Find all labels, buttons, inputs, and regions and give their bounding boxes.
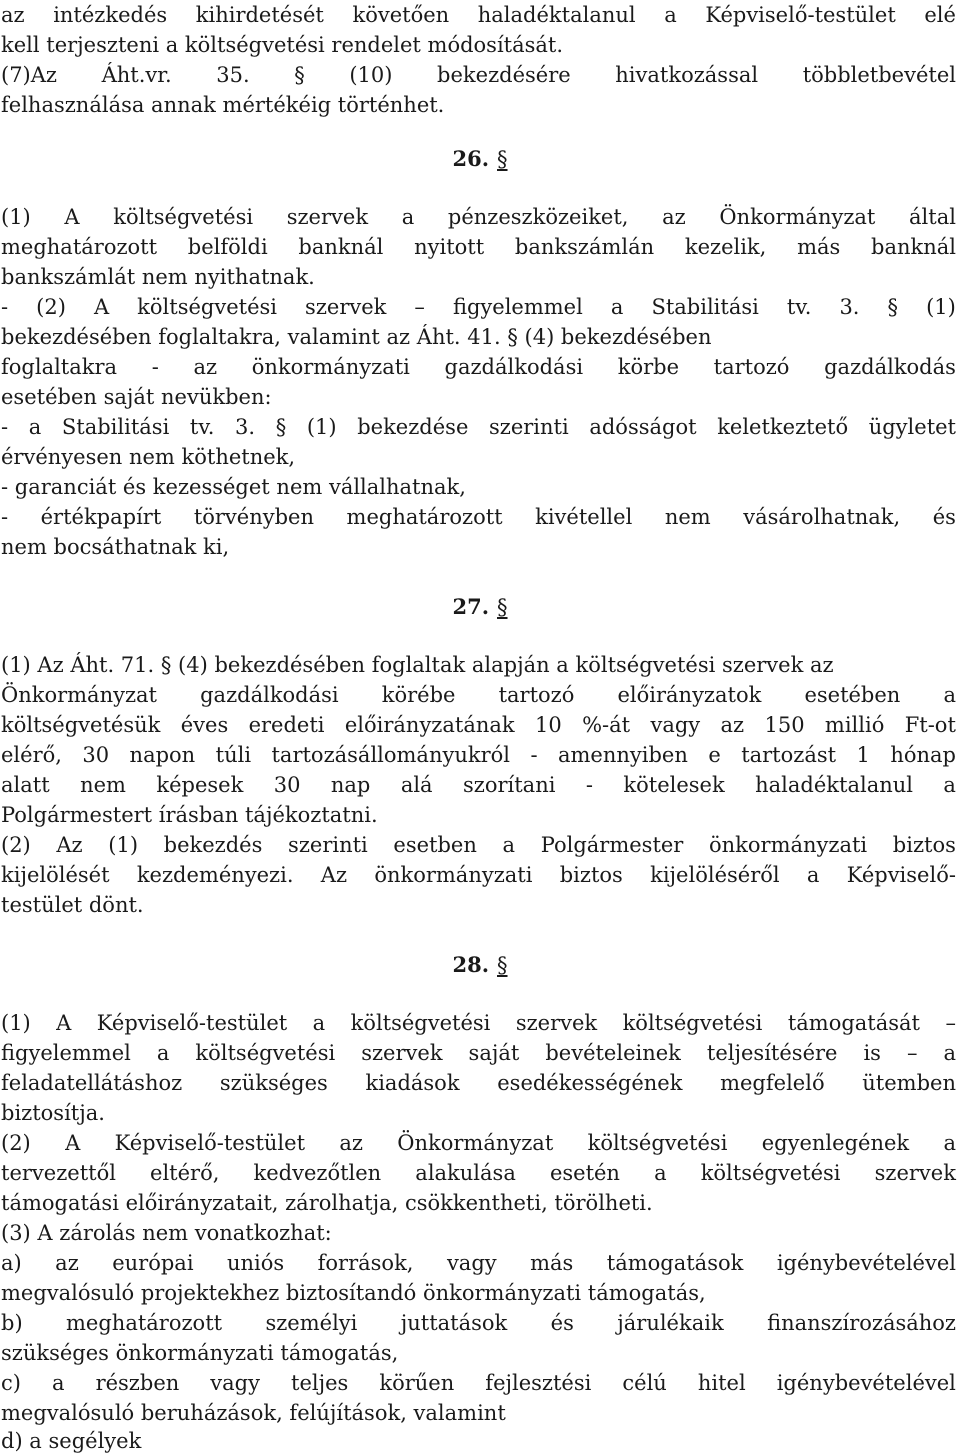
text-line: (3) A zárolás nem vonatkozhat:	[1, 1221, 332, 1245]
text-line: - (2) A költségvetési szervek – figyelemmel a Stabilitási tv. 3. § (1)	[1, 295, 956, 319]
text-line: - garanciát és kezességet nem vállalhatnak,	[1, 475, 466, 499]
text-line: nem bocsáthatnak ki,	[1, 535, 230, 559]
text-line: (1) A költségvetési szervek a pénzeszközeiket, az Önkormányzat által	[1, 205, 956, 229]
text-line: bekezdésében foglaltakra, valamint az Áht. 41. § (4) bekezdésében	[1, 325, 712, 349]
text-line: kijelölését kezdeményezi. Az önkormányzati biztos kijelöléséről a Képviselő-	[1, 863, 956, 887]
text-line: költségvetésük éves eredeti előirányzatának 10 %-át vagy az 150 millió Ft-ot	[1, 713, 956, 737]
text-line: foglaltakra - az önkormányzati gazdálkodási körbe tartozó gazdálkodás	[1, 355, 956, 379]
text-line: - a Stabilitási tv. 3. § (1) bekezdése szerinti adósságot keletkeztető ügyletet	[1, 415, 956, 439]
text-line: (2) A Képviselő-testület az Önkormányzat költségvetési egyenlegének a	[1, 1131, 956, 1155]
text-line: testület dönt.	[1, 893, 144, 917]
text-line: megvalósuló projektekhez biztosítandó önkormányzati támogatás,	[1, 1281, 706, 1305]
text-line: tervezettől eltérő, kedvezőtlen alakulása esetén a költségvetési szervek	[1, 1161, 956, 1185]
text-line: feladatellátáshoz szükséges kiadások esedékességének megfelelő ütemben	[1, 1071, 956, 1095]
text-line: esetében saját nevükben:	[1, 385, 272, 409]
section-number: 27.	[452, 594, 490, 619]
text-line: elérő, 30 napon túli tartozásállományukról - amennyiben e tartozást 1 hónap	[1, 743, 956, 767]
text-line: bankszámlát nem nyithatnak.	[1, 265, 315, 289]
text-line: d) a segélyek	[1, 1429, 142, 1453]
section-heading-27	[0, 592, 960, 622]
text-line: felhasználása annak mértékéig történhet.	[1, 93, 445, 117]
section-symbol: §	[497, 953, 508, 977]
text-line: (1) Az Áht. 71. § (4) bekezdésében foglaltak alapján a költségvetési szervek az	[1, 653, 834, 677]
text-line: biztosítja.	[1, 1101, 105, 1125]
text-line: (1) A Képviselő-testület a költségvetési szervek költségvetési támogatását –	[1, 1011, 956, 1035]
text-line: alatt nem képesek 30 nap alá szorítani - kötelesek haladéktalanul a	[1, 773, 956, 797]
text-line: (2) Az (1) bekezdés szerinti esetben a Polgármester önkormányzati biztos	[1, 833, 956, 857]
text-line: figyelemmel a költségvetési szervek saját bevételeinek teljesítésére is – a	[1, 1041, 956, 1065]
section-number: 28.	[452, 952, 490, 977]
section-symbol: §	[497, 595, 508, 619]
text-line: szükséges önkormányzati támogatás,	[1, 1341, 399, 1365]
section-symbol: §	[497, 147, 508, 171]
text-line: a) az európai uniós források, vagy más támogatások igénybevételével	[1, 1251, 956, 1275]
text-line: érvényesen nem köthetnek,	[1, 445, 296, 469]
text-line: (7)Az Áht.vr. 35. § (10) bekezdésére hivatkozással többletbevétel	[1, 63, 956, 87]
text-line: támogatási előirányzatait, zárolhatja, csökkentheti, törölheti.	[1, 1191, 653, 1215]
section-number: 26.	[452, 146, 490, 171]
text-line: megvalósuló beruházások, felújítások, valamint	[1, 1401, 506, 1425]
text-line: kell terjeszteni a költségvetési rendelet módosítását.	[1, 33, 564, 57]
section-heading-26	[0, 144, 960, 174]
text-line: meghatározott belföldi banknál nyitott bankszámlán kezelik, más banknál	[1, 235, 956, 259]
text-line: b) meghatározott személyi juttatások és járulékaik finanszírozásához	[1, 1311, 956, 1335]
text-line: Polgármestert írásban tájékoztatni.	[1, 803, 378, 827]
text-line: c) a részben vagy teljes körűen fejlesztési célú hitel igénybevételével	[1, 1371, 956, 1395]
text-line: az intézkedés kihirdetését követően haladéktalanul a Képviselő-testület elé	[1, 3, 956, 27]
text-line: - értékpapírt törvényben meghatározott kivétellel nem vásárolhatnak, és	[1, 505, 956, 529]
section-heading-28	[0, 950, 960, 980]
text-line: Önkormányzat gazdálkodási körébe tartozó előirányzatok esetében a	[1, 683, 956, 707]
